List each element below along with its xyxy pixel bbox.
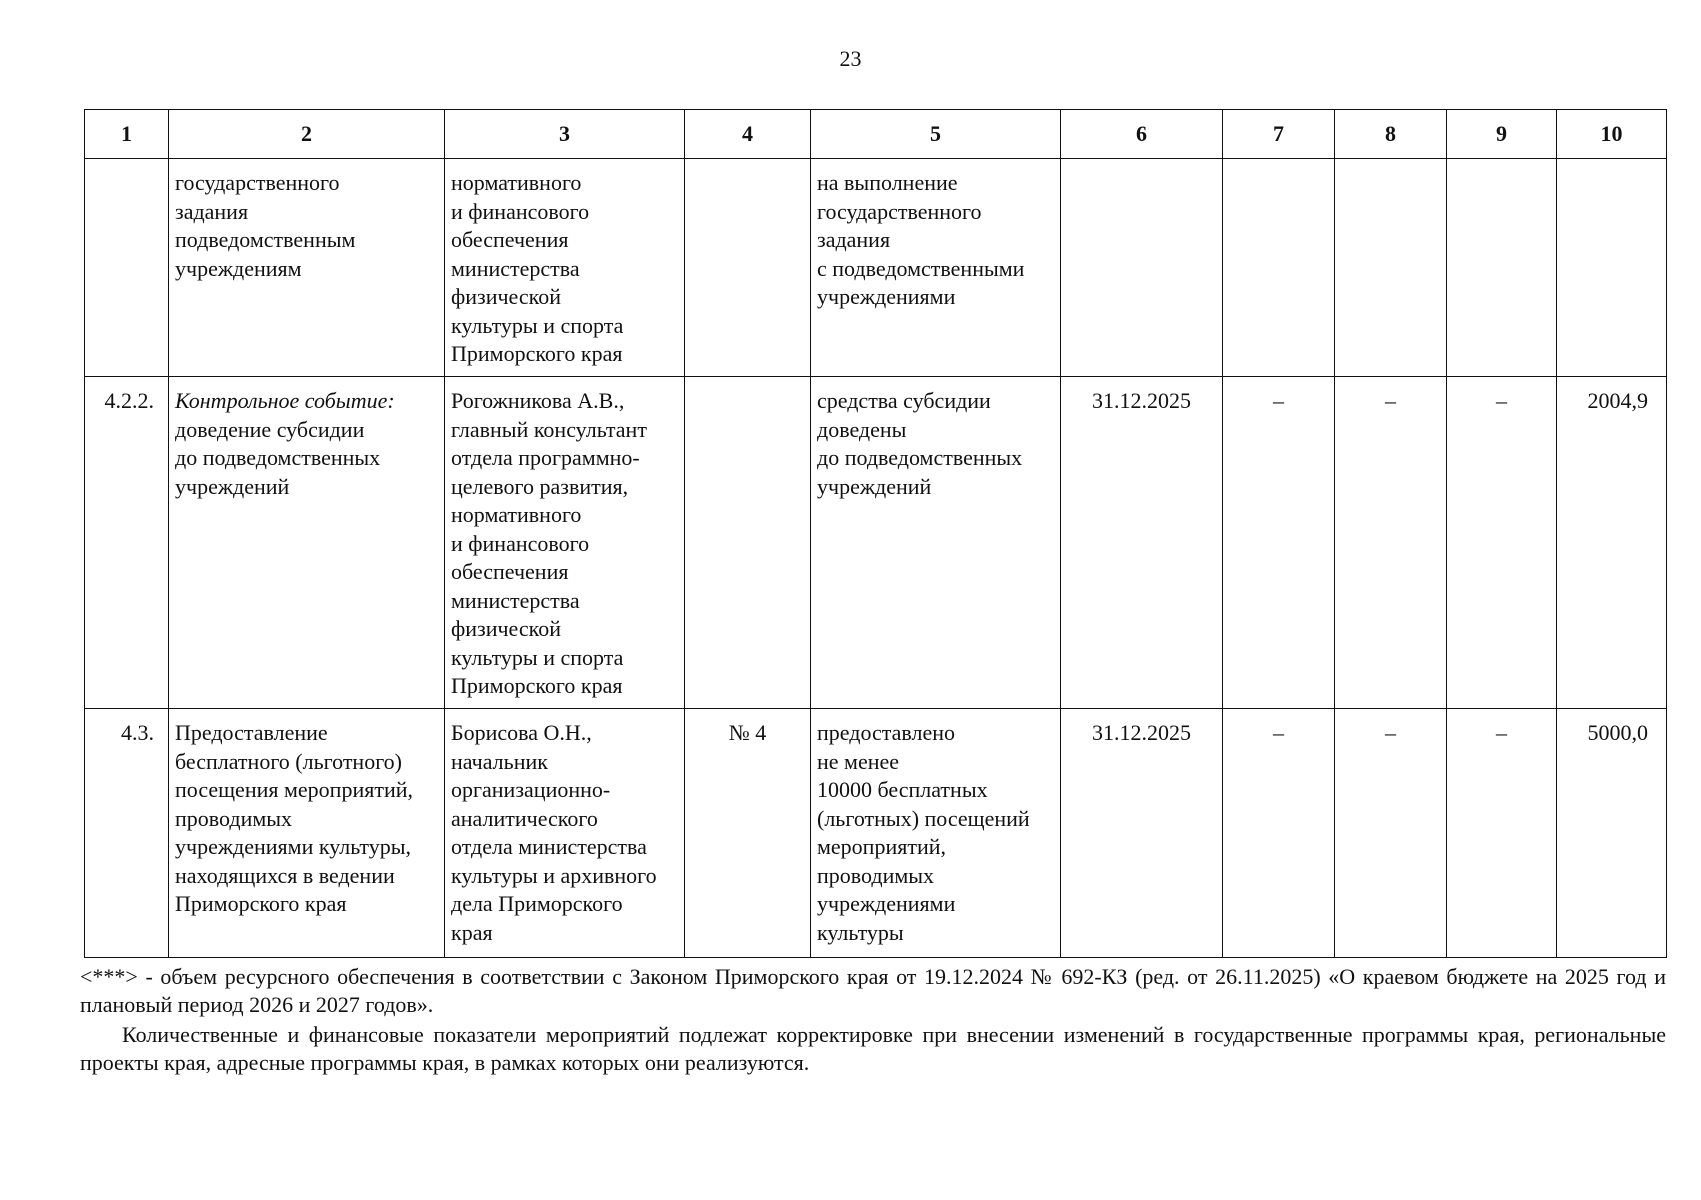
table-cell <box>1335 159 1447 377</box>
table-cell <box>1061 709 1223 958</box>
funding-amount: 5000,0 <box>1587 720 1648 745</box>
row-number: 4.2.2. <box>104 388 154 413</box>
table-cell <box>85 377 169 709</box>
table-header-row <box>85 110 1667 159</box>
table-cell <box>445 709 685 958</box>
table-cell <box>169 159 445 377</box>
column-header-4: 4 <box>685 110 811 159</box>
table-cell <box>169 709 445 958</box>
column-header-2: 2 <box>169 110 445 159</box>
footnote: <***> - объем ресурсного обеспечения в соответствии с Законом Приморского края от 19.12.2024 № 692-КЗ (ред. от 26.11.2025) «О краевом бюджете на 2025 год и плановый период 2026 и 2027 годов». <box>80 964 1666 1017</box>
deadline-date: 31.12.2025 <box>1092 388 1191 413</box>
page-number: 23 <box>839 46 862 71</box>
column-header-5: 5 <box>811 110 1061 159</box>
table-cell <box>811 377 1061 709</box>
table-cell <box>1557 159 1667 377</box>
dash-value: – <box>1273 388 1284 413</box>
table-cell <box>811 159 1061 377</box>
table-row <box>85 159 1667 377</box>
table-cell <box>1335 377 1447 709</box>
expected-result: предоставлено не менее 10000 бесплатных (льготных) посещений мероприятий, проводимых учреждениями культуры <box>817 720 1030 945</box>
column-header-3: 3 <box>445 110 685 159</box>
table-row <box>85 709 1667 958</box>
expected-result: средства субсидии доведены до подведомственных учреждений <box>817 388 1023 499</box>
dash-value: – <box>1273 720 1284 745</box>
responsible-person: Рогожникова А.В., главный консультант отдела программно- целевого развития, нормативного и финансового обеспечения министерства физической культуры и спорта Приморского края <box>451 388 647 698</box>
table-cell <box>445 159 685 377</box>
table-cell <box>685 159 811 377</box>
column-header-9: 9 <box>1447 110 1557 159</box>
table-cell <box>1447 159 1557 377</box>
activity-name: государственного задания подведомственным учреждениям <box>175 170 356 281</box>
activity-description: доведение субсидии до подведомственных учреждений <box>175 416 381 499</box>
column-header-8: 8 <box>1335 110 1447 159</box>
row-number: 4.3. <box>121 720 154 745</box>
column-header-7: 7 <box>1223 110 1335 159</box>
table-cell <box>1557 709 1667 958</box>
dash-value: – <box>1496 720 1507 745</box>
table-cell <box>85 709 169 958</box>
table-cell <box>1335 709 1447 958</box>
expected-result: на выполнение государственного задания с подведомственными учреждениями <box>817 170 1025 309</box>
table-cell <box>1061 377 1223 709</box>
column-header-1: 1 <box>85 110 169 159</box>
table-cell <box>1557 377 1667 709</box>
responsible-person: нормативного и финансового обеспечения министерства физической культуры и спорта Приморского края <box>451 170 624 366</box>
column-header-6: 6 <box>1061 110 1223 159</box>
indicator-number: № 4 <box>728 720 767 745</box>
table-cell <box>85 159 169 377</box>
table-cell <box>1061 159 1223 377</box>
table-cell <box>1447 377 1557 709</box>
column-header-10: 10 <box>1557 110 1667 159</box>
activity-name: Предоставление бесплатного (льготного) посещения мероприятий, проводимых учреждениями культуры, находящихся в ведении Приморского края <box>175 720 414 916</box>
dash-value: – <box>1385 388 1396 413</box>
table-cell <box>685 377 811 709</box>
table-row <box>85 377 1667 709</box>
control-event-label: Контрольное событие: <box>175 388 395 413</box>
activity-name <box>169 377 444 505</box>
table-cell <box>1223 377 1335 709</box>
table-cell <box>685 709 811 958</box>
note-paragraph: Количественные и финансовые показатели мероприятий подлежат корректировке при внесении изменений в государственные программы края, региональные проекты края, адресные программы края, в рамках которых они реализуются. <box>80 1022 1666 1075</box>
table-cell <box>811 709 1061 958</box>
deadline-date: 31.12.2025 <box>1092 720 1191 745</box>
funding-amount: 2004,9 <box>1587 388 1648 413</box>
responsible-person: Борисова О.Н., начальник организационно- аналитического отдела министерства культуры и архивного дела Приморского края <box>451 720 657 945</box>
dash-value: – <box>1496 388 1507 413</box>
dash-value: – <box>1385 720 1396 745</box>
table-cell <box>169 377 445 709</box>
table-cell <box>445 377 685 709</box>
activities-table <box>84 109 1667 958</box>
table-cell <box>1223 709 1335 958</box>
table-cell <box>1447 709 1557 958</box>
table-cell <box>1223 159 1335 377</box>
